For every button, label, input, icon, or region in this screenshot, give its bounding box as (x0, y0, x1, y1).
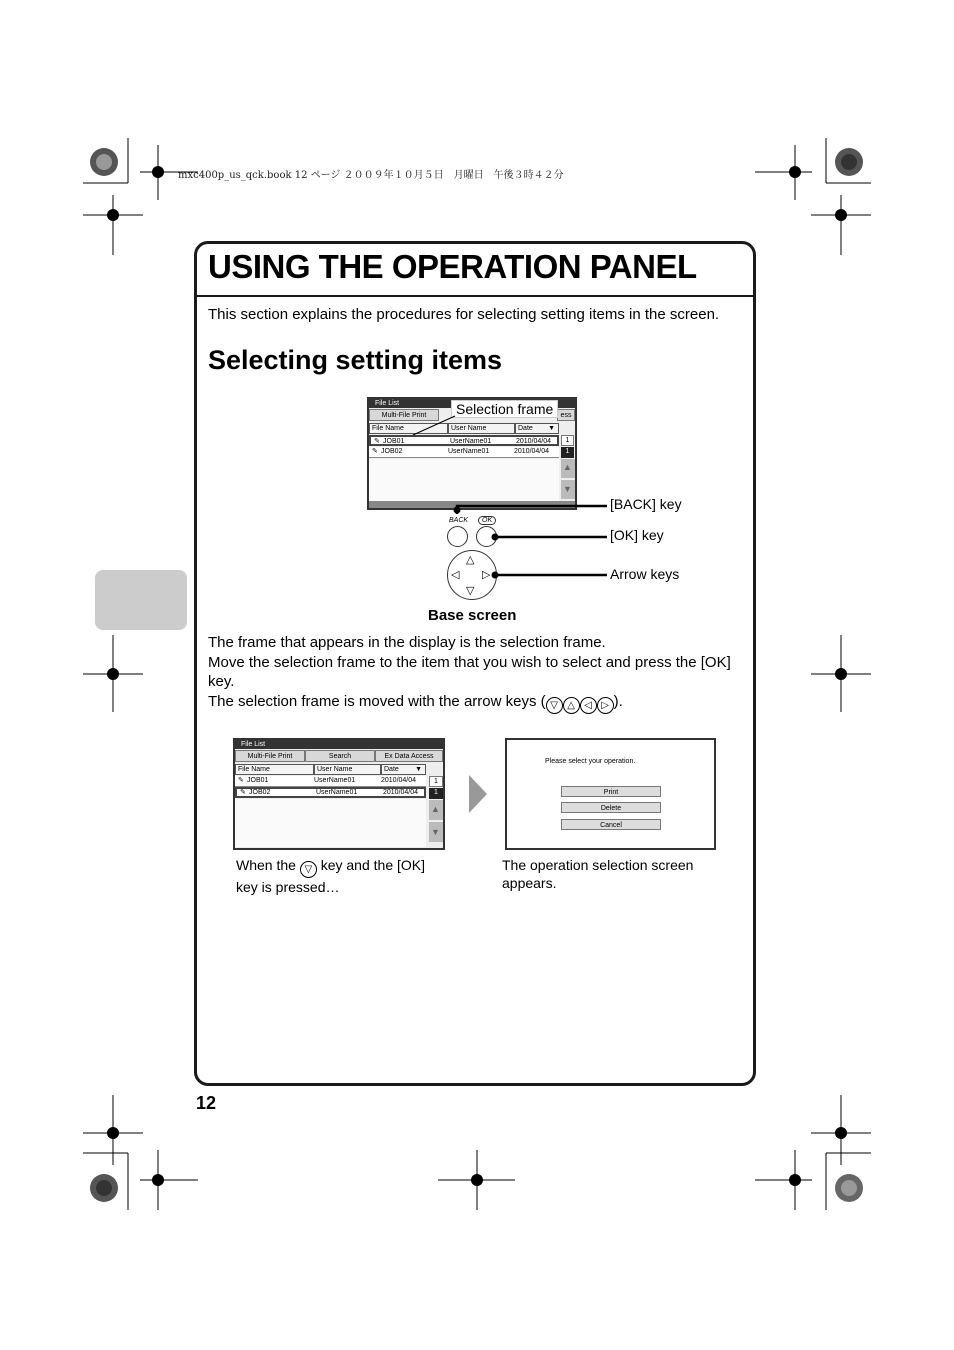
table-row[interactable]: ✎ JOB02 UserName01 2010/04/04 (235, 787, 426, 798)
selection-frame-callout: Selection frame (451, 400, 558, 418)
tab-multi-file-print[interactable]: Multi-File Print (235, 750, 305, 762)
tab-ex-data-access[interactable]: Ex Data Access (375, 750, 443, 762)
arrow-down-icon[interactable]: ▽ (466, 585, 475, 597)
ok-key-marking: OK (478, 516, 496, 525)
arrow-right-icon: ▷ (597, 697, 614, 714)
print-button[interactable]: Print (561, 786, 661, 797)
file-icon: ✎ (374, 438, 380, 445)
arrow-down-icon: ▽ (300, 861, 317, 878)
tab-search[interactable]: Search (305, 750, 375, 762)
column-header-date[interactable]: Date ▼ (515, 423, 559, 434)
arrow-down-icon: ▼ (563, 484, 572, 494)
arrow-up-icon[interactable]: △ (466, 554, 475, 566)
arrow-up-icon: ▲ (563, 462, 572, 472)
arrow-left-icon[interactable]: ◁ (451, 569, 460, 581)
arrow-right-icon[interactable]: ▷ (482, 569, 491, 581)
arrow-down-icon: ▽ (546, 697, 563, 714)
page-number: 12 (196, 1093, 217, 1113)
column-header-user-name[interactable]: User Name (314, 764, 381, 775)
column-header-date[interactable]: Date ▼ (381, 764, 426, 775)
page-total: 1 (561, 447, 574, 458)
column-header-file-name[interactable]: File Name (369, 423, 448, 434)
section-title: Selecting setting items (208, 345, 503, 375)
after-caption: The operation selection screen appears. (502, 857, 694, 891)
body-line-3: The selection frame is moved with the arrow keys ( ▽ △ ◁ ▷ ). (208, 692, 743, 714)
back-key-marking: BACK (449, 517, 469, 524)
scroll-up-button[interactable] (429, 800, 443, 820)
arrow-keys-label: Arrow keys (610, 566, 680, 582)
print-header: mxc400p_us_qck.book 12 ページ ２００９年１０月５日 月曜日 午後３時４２分 (178, 170, 564, 181)
file-list-title: File List (375, 400, 400, 407)
delete-button[interactable]: Delete (561, 802, 661, 813)
body-line-1: The frame that appears in the display is the selection frame. (208, 634, 606, 651)
cancel-button[interactable]: Cancel (561, 819, 661, 830)
arrow-left-icon: ◁ (580, 697, 597, 714)
arrow-up-icon: △ (563, 697, 580, 714)
sort-down-icon: ▼ (415, 766, 422, 773)
arrow-down-icon: ▼ (431, 827, 440, 837)
table-row[interactable]: ✎ JOB01 UserName01 2010/04/04 (235, 776, 426, 787)
intro-text: This section explains the procedures for selecting setting items in the screen. (208, 306, 720, 323)
base-screen-caption: Base screen (428, 607, 517, 624)
file-list-blank-area (235, 799, 426, 847)
column-header-user-name[interactable]: User Name (448, 423, 515, 434)
page-title: USING THE OPERATION PANEL (208, 248, 697, 285)
tab-ex-data-access-partial[interactable]: ess (557, 409, 575, 421)
file-icon: ✎ (240, 789, 246, 796)
scroll-down-button[interactable] (429, 822, 443, 842)
operation-selection-screen (505, 738, 716, 850)
tab-multi-file-print[interactable]: Multi-File Print (369, 409, 439, 421)
body-line-2: Move the selection frame to the item that you wish to select and press the [OK] key. (208, 653, 731, 690)
page-current: 1 (561, 435, 574, 446)
example-file-list-screen (233, 738, 445, 850)
body-text (208, 633, 743, 714)
arrow-up-icon: ▲ (431, 804, 440, 814)
table-row[interactable]: ✎ JOB01 UserName01 2010/04/04 (369, 435, 559, 446)
back-key-label: [BACK] key (610, 496, 682, 512)
file-icon: ✎ (238, 777, 244, 784)
before-caption: When the ▽ key and the [OK] key is pressed… (236, 857, 426, 895)
operation-prompt: Please select your operation. (545, 758, 636, 765)
column-header-file-name[interactable]: File Name (235, 764, 314, 775)
table-row[interactable]: ✎ JOB02 UserName01 2010/04/04 (369, 447, 559, 458)
ok-key-label: [OK] key (610, 527, 664, 543)
sort-down-icon: ▼ (548, 425, 555, 432)
next-arrow-icon (469, 775, 489, 813)
page-total: 1 (429, 788, 443, 799)
page-current: 1 (429, 776, 443, 787)
file-icon: ✎ (372, 448, 378, 455)
file-list-title-bar: File List (235, 740, 443, 749)
